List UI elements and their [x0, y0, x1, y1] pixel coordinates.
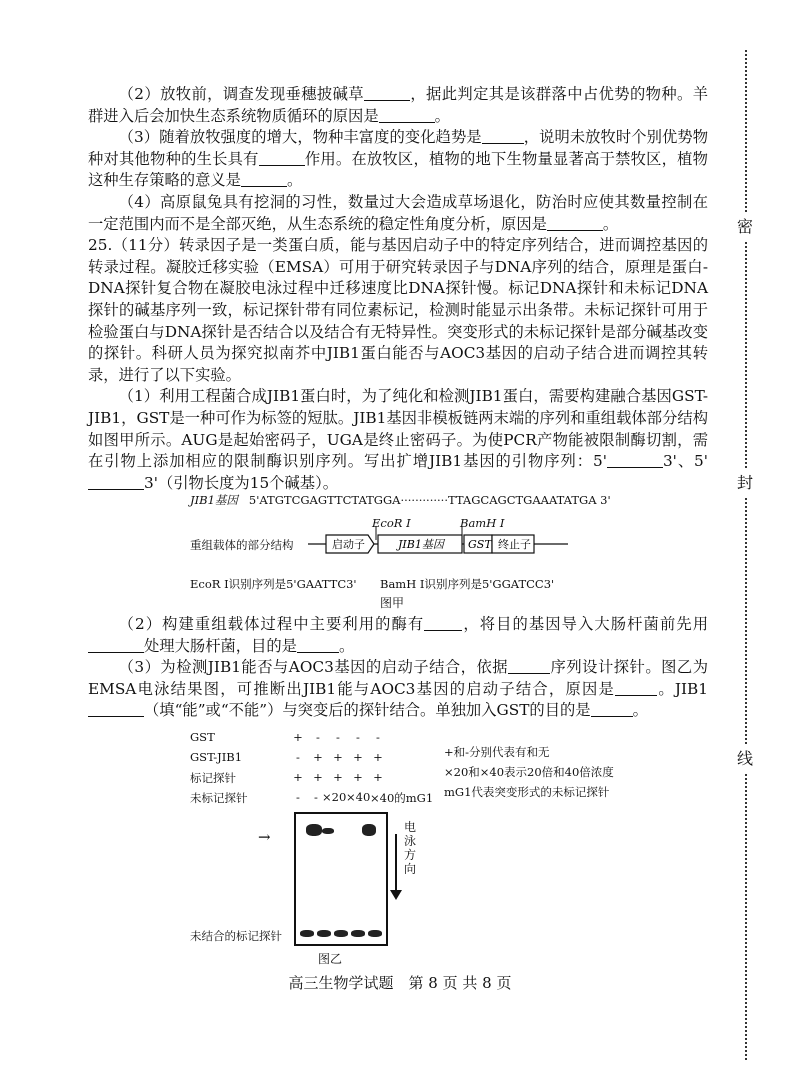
gel-band [362, 824, 376, 836]
vector-label: 重组载体的部分结构 [190, 538, 294, 552]
gel-band [351, 930, 365, 937]
binding-char-feng: 封 [737, 470, 753, 496]
direction-arrowhead-icon [390, 890, 402, 900]
lane-mark: + [313, 770, 323, 784]
q24-part2: （2）放牧前，调查发现垂穗披碱草 ，据此判定其是该群落中占优势的物种。羊群进入后会加快生态系统物质循环的原因是 。 [88, 85, 708, 125]
page-footer: 高三生物学试题 第 8 页 共 8 页 [288, 974, 512, 992]
gel-band [300, 930, 314, 937]
lane-mark: ×40的mG1 [370, 791, 434, 805]
legend-line-2: ×20和×40表示20倍和40倍浓度 [444, 765, 614, 779]
lane-mark: ×40 [346, 790, 371, 804]
lane-mark: + [353, 770, 363, 784]
lane-mark: + [333, 770, 343, 784]
lane-mark: + [353, 750, 363, 764]
lane-mark: - [296, 790, 300, 804]
lane-mark: - [296, 750, 300, 764]
lane-mark: - [336, 730, 340, 744]
q24-part3: （3）随着放牧强度的增大，物种丰富度的变化趋势是 ，说明未放牧时个别优势物种对其他物种的生长具有 作用。在放牧区，植物的地下生物量显著高于禁牧区，植物这种生存策略的意义是 。 [88, 128, 708, 190]
lane-mark: + [373, 770, 383, 784]
vector-diagram [308, 524, 588, 564]
terminator-label: 终止子 [498, 538, 531, 551]
complex-band-arrow-icon: → [258, 828, 271, 846]
electrophoresis-direction-label: 电泳方向 [404, 820, 417, 876]
answer-blank[interactable] [607, 453, 663, 468]
lane-mark: - [376, 730, 380, 744]
answer-blank[interactable] [615, 681, 657, 696]
figure-b-caption: 图乙 [318, 952, 343, 966]
answer-blank[interactable] [259, 151, 305, 166]
gst-box-label: GST [468, 538, 492, 551]
q25-part1: （1）利用工程菌合成JIB1蛋白时，为了纯化和检测JIB1蛋白，需要构建融合基因GST-JIB1，GST是一种可作为标签的短肽。JIB1基因非模板链两末端的序列和重组载体部分结构如图甲所示。AUG是起始密码子，UGA是终止密码子。为使PCR产物能被限制酶切割，需在引物上添加相应的限制酶识别序列。写出扩增JIB1基因的引物序列：5' 3'、5'3'（引物长度为15个碱基）。 [88, 387, 708, 492]
answer-blank[interactable] [508, 659, 550, 674]
answer-blank[interactable] [88, 475, 144, 490]
answer-blank[interactable] [379, 108, 435, 123]
promoter-label: 启动子 [332, 538, 365, 551]
binding-char-xian: 线 [737, 746, 753, 772]
answer-blank[interactable] [297, 638, 339, 653]
answer-blank[interactable] [591, 702, 633, 717]
legend-line-1: +和-分别代表有和无 [444, 745, 550, 759]
ecori-site-label: EcoR I [372, 516, 411, 530]
q25-intro: 25.（11分）转录因子是一类蛋白质，能与基因启动子中的特定序列结合，进而调控基因的转录过程。凝胶迁移实验（EMSA）可用于研究转录因子与DNA序列的结合，原理是蛋白-DNA探针复合物在凝胶电泳过程中迁移速度比DNA探针慢。标记DNA探针和未标记DNA探针的碱基序列一致，标记探针带有同位素标记，检测时能显示出条带。未标记探针可用于检验蛋白与DNA探针是否结合以及结合有无特异性。突变形式的未标记探针是部分碱基改变的探针。科研人员为探究拟南芥中JIB1蛋白能否与AOC3基因的启动子结合进而调控其转录，进行了以下实验。 [88, 236, 708, 384]
figure-a [190, 492, 611, 610]
gel-band [368, 930, 382, 937]
lane-mark: - [356, 730, 360, 744]
answer-blank[interactable] [482, 129, 524, 144]
binding-char-mi: 密 [737, 214, 753, 240]
bamhi-recognition: BamH I识别序列是5'GGATCC3' [380, 577, 555, 591]
gel-band [306, 824, 322, 836]
answer-blank[interactable] [241, 172, 287, 187]
q25-part3: （3）为检测JIB1能否与AOC3基因的启动子结合，依据 序列设计探针。图乙为EMSA电泳结果图，可推断出JIB1能与AOC3基因的启动子结合，原因是 。JIB1（填“能”或“不能”）与突变后的探针结合。单独加入GST的目的是 。 [88, 658, 708, 720]
gel-image [294, 812, 388, 946]
lane-mark: + [373, 750, 383, 764]
lane-mark: + [293, 730, 303, 744]
question-text [88, 84, 708, 494]
binding-dotted-line [745, 50, 747, 1060]
row-label-unlabeled-probe: 未标记探针 [190, 791, 248, 805]
answer-blank[interactable] [364, 86, 410, 101]
row-label-labeled-probe: 标记探针 [190, 771, 236, 785]
lane-mark: - [314, 790, 318, 804]
row-label-gst-jib1: GST-JIB1 [190, 750, 243, 764]
figure-b [190, 730, 620, 970]
lane-mark: + [333, 750, 343, 764]
gel-band [317, 930, 331, 937]
lane-mark: - [316, 730, 320, 744]
answer-blank[interactable] [88, 638, 144, 653]
ecori-recognition: EcoR I识别序列是5'GAATTC3' [190, 577, 357, 591]
lane-mark: ×20 [322, 790, 347, 804]
gene-box-label: JIB1基因 [398, 538, 444, 551]
q25-part2: （2）构建重组载体过程中主要利用的酶有 ，将目的基因导入大肠杆菌前先用处理大肠杆菌，目的是 。 [88, 614, 708, 657]
gene-sequence: JIB1基因 5'ATGTCGAGTTCTATGGA·············TTAGCAGCTGAAATATGA 3' [190, 493, 611, 507]
row-label-gst: GST [190, 730, 215, 744]
answer-blank[interactable] [88, 702, 144, 717]
bamhi-site-label: BamH I [460, 516, 505, 530]
unbound-probe-label: 未结合的标记探针 [190, 929, 282, 943]
gel-band [322, 828, 334, 834]
lane-mark: + [313, 750, 323, 764]
lane-mark: + [293, 770, 303, 784]
figure-a-caption: 图甲 [380, 596, 405, 610]
question-text-2 [88, 614, 708, 722]
q24-part4: （4）高原鼠兔具有挖洞的习性，数量过大会造成草场退化，防治时应使其数量控制在一定范围内而不是全部灭绝，从生态系统的稳定性角度分析，原因是 。 [88, 192, 708, 233]
answer-blank[interactable] [547, 216, 603, 231]
legend-line-3: mG1代表突变形式的未标记探针 [444, 785, 610, 799]
gel-band [334, 930, 348, 937]
direction-arrow-icon [395, 834, 397, 894]
answer-blank[interactable] [424, 616, 462, 631]
